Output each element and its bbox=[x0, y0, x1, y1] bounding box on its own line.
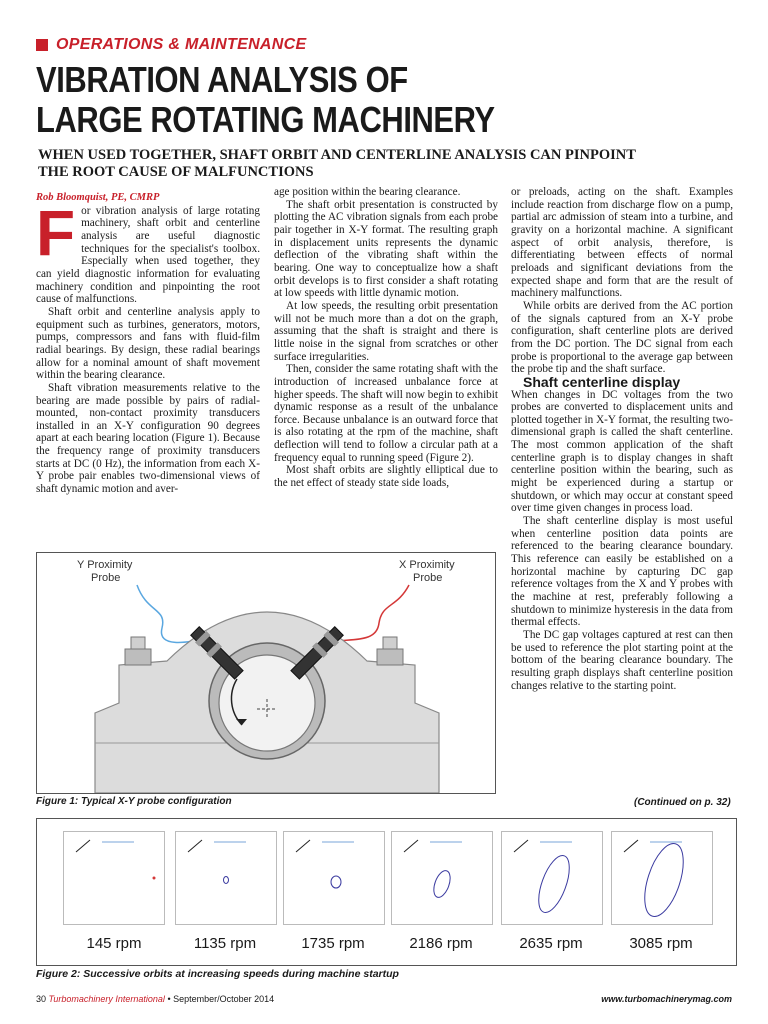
bolt-right-top bbox=[383, 637, 397, 649]
article-title: VIBRATION ANALYSIS OF LARGE ROTATING MACHINERY bbox=[36, 59, 495, 140]
paragraph: When changes in DC voltages from the two probes are converted to displacement units and plotted together in X-Y format, the resulting two-dimensional graph is called the shaft centerline. The most common application of the shaft centerline graph is to display changes in shaft centerline position within the bearing, such as might be experienced during a startup or shutdown, or which may occur at constant speed over time given changes in process load. bbox=[511, 388, 733, 515]
column-2 bbox=[274, 186, 498, 490]
paragraph: age position within the bearing clearance. bbox=[274, 186, 461, 198]
orbit-shape bbox=[431, 868, 454, 899]
paragraph: At low speeds, the resulting orbit presentation will not be much more than a dot on the graph, assuming that the shaft is straight and there is little noise in the signal from scratches or other surface irregularities. bbox=[274, 299, 498, 363]
section-label bbox=[36, 36, 306, 54]
y-probe-label-2: Probe bbox=[91, 572, 121, 584]
orbit-plot bbox=[502, 832, 602, 924]
bolt-left-top bbox=[131, 637, 145, 649]
magazine-name: Turbomachinery International bbox=[48, 994, 165, 1004]
column-1 bbox=[36, 192, 260, 496]
paragraph: While orbits are derived from the AC portion of the signals captured from an X-Y probe configuration, shaft centerline plots are derived from the DC portion. The DC signal from each probe is proportional to the average gap between the probe tip and the shaft surface. bbox=[511, 299, 733, 376]
rpm-label: 145 rpm bbox=[86, 935, 142, 952]
orbit-shape bbox=[637, 839, 691, 921]
paragraph: Then, consider the same rotating shaft with the introduction of increased unbalance force at higher speeds. The shaft will now begin to exhibit dynamic response as a result of the unbalance force. Because unbalance is an outward force that is also rotating at the rpm of the machine, shaft deflection will tend to follow a circular path at a frequency equal to running speed (Figure 2). bbox=[274, 363, 498, 464]
x-probe-label: X Proximity bbox=[399, 559, 455, 571]
probe-diagram bbox=[37, 553, 495, 793]
drop-cap: F bbox=[36, 196, 76, 269]
section-square-icon bbox=[36, 39, 48, 51]
orbit-plot bbox=[612, 832, 712, 924]
figure-2 bbox=[36, 818, 737, 966]
y-probe-label: Y Proximity bbox=[77, 559, 133, 571]
paragraph: The shaft centerline display is most useful when centerline position data points are referenced to the bearing clearance boundary. This reference can easily be established on a horizontal machine by capturing DC gap reference voltages from the X and Y probes with the machine at rest, preferably following a shutdown to minimize hysteresis in the data from thermal effects. bbox=[511, 515, 733, 629]
paragraph: or preloads, acting on the shaft. Examples include reaction from discharge flow on a pump, partial arc admission of steam into a turbine, and gravity on a horizontal machine. A significant aspect of orbit analysis, therefore, is differentiating between effects of normal preloads and significant deviations from the expected shape and form that are the result of machinery malfunctions. bbox=[511, 186, 733, 300]
paragraph: The DC gap voltages captured at rest can then be used to reference the plot starting point at the bottom of the bearing clearance boundary. The resulting graph displays shaft centerline position changes relative to the starting point. bbox=[511, 628, 733, 692]
rpm-label: 2635 rpm bbox=[519, 935, 583, 952]
orbit-shape bbox=[331, 876, 341, 888]
orbit-plot bbox=[284, 832, 384, 924]
probe-arrow-icon bbox=[404, 840, 418, 852]
paragraph: The shaft orbit presentation is constructed by plotting the AC vibration signals from each probe pair together in X-Y format. The resulting graph in displacement units represents the dynamic deflection of the vibrating shaft within the bearing. One way to conceptualize how a shaft orbit develops is to first consider a shaft rotating at low speeds with little dynamic motion. bbox=[274, 198, 498, 300]
orbit-shape bbox=[532, 852, 575, 917]
paragraph: or vibration analysis of large rotating machinery, shaft orbit and centerline analysis are useful diagnostic techniques for the specialist's toolbox. Especially when used together, they can yield diagnostic information for evaluating machinery condition and pinpointing the root cause of malfunctions. bbox=[36, 204, 260, 306]
orbit-plot bbox=[64, 832, 164, 924]
orbit-panel bbox=[391, 831, 493, 925]
x-probe-cable bbox=[337, 585, 409, 641]
probe-arrow-icon bbox=[188, 840, 202, 852]
orbit-panel bbox=[283, 831, 385, 925]
orbit-panel bbox=[175, 831, 277, 925]
orbit-panel bbox=[501, 831, 603, 925]
orbit-plot bbox=[392, 832, 492, 924]
footer-url[interactable]: www.turbomachinerymag.com bbox=[601, 994, 732, 1004]
bolt-left bbox=[125, 649, 151, 665]
paragraph: Shaft vibration measurements relative to the bearing are made possible by pairs of radial-mounted, non-contact proximity transducers installed in an X-Y configuration 90 degrees apart at each bearing location (Figure 1). Because the frequency range of proximity transducers starts at DC (0 Hz), the information from each X-Y probe pair enables two-dimensional views of shaft dynamic motion and aver- bbox=[36, 381, 260, 496]
paragraph: Most shaft orbits are slightly elliptical due to the net effect of steady state side loads, bbox=[274, 464, 498, 490]
probe-arrow-icon bbox=[76, 840, 90, 852]
rpm-label: 2186 rpm bbox=[409, 935, 473, 952]
continued-note: (Continued on p. 32) bbox=[634, 797, 731, 808]
orbit-panel bbox=[611, 831, 713, 925]
probe-arrow-icon bbox=[624, 840, 638, 852]
orbit-plot bbox=[176, 832, 276, 924]
subheading: Shaft centerline display bbox=[523, 373, 681, 390]
probe-arrow-icon bbox=[296, 840, 310, 852]
figure-1-caption: Figure 1: Typical X-Y probe configuration bbox=[36, 796, 232, 807]
figure-2-caption: Figure 2: Successive orbits at increasing speeds during machine startup bbox=[36, 968, 399, 980]
page-number: 30 bbox=[36, 994, 47, 1004]
rpm-label: 1735 rpm bbox=[301, 935, 365, 952]
paragraph: Shaft orbit and centerline analysis apply to equipment such as turbines, generators, motors, pumps, compressors and fans with fluid-film radial bearings. By design, these radial bearings allow for a nominal amount of shaft movement within the bearing clearance. bbox=[36, 305, 260, 382]
rpm-label: 1135 rpm bbox=[193, 935, 257, 952]
orbit-shape bbox=[224, 877, 229, 884]
figure-1 bbox=[36, 552, 496, 794]
section-title: OPERATIONS & MAINTENANCE bbox=[56, 36, 307, 53]
article-subtitle: WHEN USED TOGETHER, SHAFT ORBIT AND CENTERLINE ANALYSIS CAN PINPOINT THE ROOT CAUSE OF MALFUNCTIONS bbox=[38, 147, 636, 180]
footer bbox=[36, 994, 274, 1004]
x-probe-label-2: Probe bbox=[413, 572, 443, 584]
bolt-right bbox=[377, 649, 403, 665]
orbit-panel bbox=[63, 831, 165, 925]
issue-date: • September/October 2014 bbox=[164, 994, 275, 1004]
author-byline: Rob Bloomquist, PE, CMRP bbox=[36, 192, 160, 203]
probe-arrow-icon bbox=[514, 840, 528, 852]
orbit-dot bbox=[153, 877, 156, 880]
rpm-label: 3085 rpm bbox=[629, 935, 693, 952]
column-3 bbox=[511, 186, 733, 692]
